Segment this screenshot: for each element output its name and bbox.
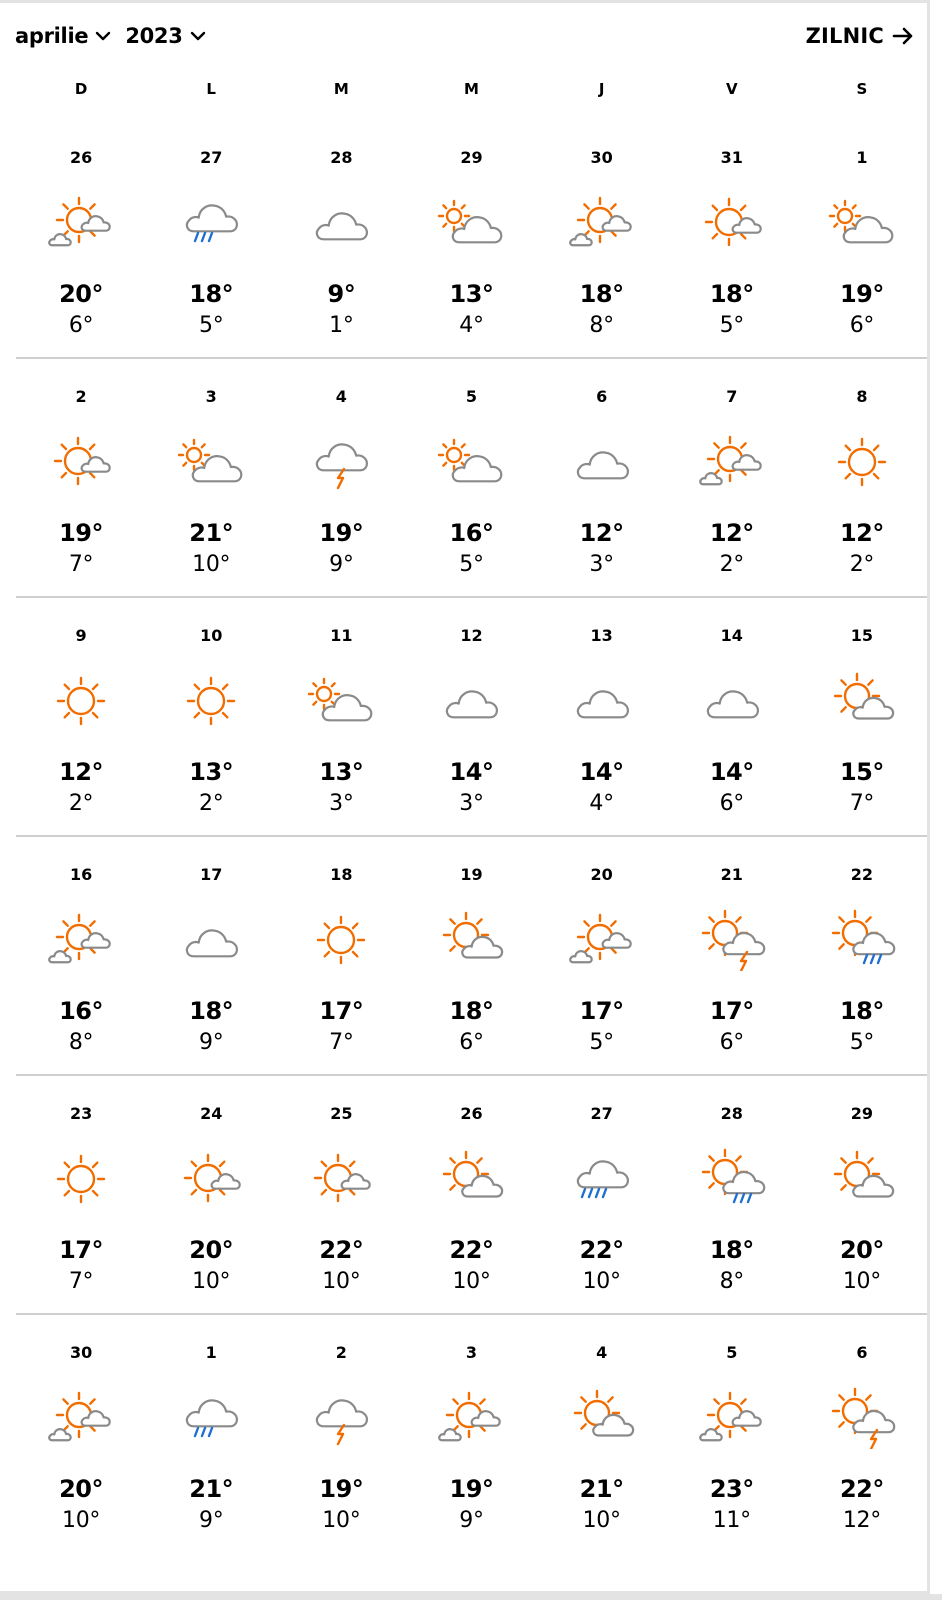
min-temperature: 7° [68, 552, 94, 577]
cloud-rain-icon [176, 1387, 246, 1449]
daily-view-label: ZILNIC [805, 24, 884, 48]
min-temperature: 5° [459, 552, 484, 577]
day-cell[interactable] [537, 120, 667, 357]
day-number: 8 [856, 387, 868, 406]
day-number: 1 [856, 148, 868, 167]
month-selector[interactable] [15, 24, 111, 48]
min-temperature: 8° [589, 313, 614, 338]
max-temperature: 21° [189, 1475, 234, 1503]
day-number: 9 [75, 626, 87, 645]
weekday-label: M [464, 80, 479, 98]
sun-icon [46, 670, 116, 732]
sun-cloud-rain-icon [827, 909, 897, 971]
cloud-rain-icon [176, 192, 246, 254]
day-cell[interactable] [276, 598, 406, 835]
max-temperature: 18° [189, 280, 234, 308]
min-temperature: 6° [849, 313, 875, 338]
weekday-label: V [725, 80, 738, 98]
min-temperature: 6° [719, 1030, 744, 1055]
day-cell[interactable] [16, 120, 146, 357]
sun-small-cloud-icon [567, 192, 637, 254]
day-cell[interactable] [406, 837, 536, 1074]
day-number: 17 [200, 865, 223, 884]
max-temperature: 18° [839, 997, 884, 1025]
day-cell[interactable] [276, 1315, 406, 1554]
sun-small-cloud-icon [697, 1387, 767, 1449]
sun-cloud-lightning-icon [827, 1387, 897, 1449]
day-cell[interactable] [406, 1315, 536, 1554]
max-temperature: 14° [579, 758, 624, 786]
min-temperature: 6° [68, 313, 94, 338]
day-cell[interactable] [406, 1076, 536, 1313]
cloud-icon [176, 909, 246, 971]
cloud-icon [436, 670, 506, 732]
day-number: 4 [596, 1343, 608, 1362]
sun-small-cloud-icon [46, 1387, 116, 1449]
day-cell[interactable] [667, 837, 797, 1074]
day-cell[interactable] [16, 598, 146, 835]
max-temperature: 13° [189, 758, 234, 786]
max-temperature: 18° [189, 997, 234, 1025]
day-cell[interactable] [276, 1076, 406, 1313]
day-number: 13 [590, 626, 613, 645]
day-cell[interactable] [406, 120, 536, 357]
day-cell[interactable] [276, 359, 406, 596]
max-temperature: 13° [319, 758, 364, 786]
day-cell[interactable] [797, 1076, 927, 1313]
min-temperature: 10° [192, 552, 231, 577]
min-temperature: 5° [719, 313, 744, 338]
day-number: 26 [69, 148, 93, 167]
day-cell[interactable] [537, 359, 667, 596]
day-number: 26 [460, 1104, 483, 1123]
day-cell[interactable] [667, 1315, 797, 1554]
day-cell[interactable] [797, 120, 927, 357]
calendar-grid [16, 120, 927, 1554]
day-number: 2 [75, 387, 87, 406]
day-cell[interactable] [537, 1076, 667, 1313]
day-number: 25 [330, 1104, 353, 1123]
weekday-label: J [598, 80, 605, 98]
day-number: 4 [335, 387, 347, 406]
max-temperature: 21° [189, 519, 234, 547]
day-number: 31 [720, 148, 743, 167]
max-temperature: 22° [449, 1236, 494, 1264]
min-temperature: 10° [322, 1269, 361, 1294]
day-number: 6 [596, 387, 608, 406]
day-cell[interactable] [537, 1315, 667, 1554]
day-number: 6 [856, 1343, 868, 1362]
day-cell[interactable] [537, 598, 667, 835]
day-number: 27 [200, 148, 223, 167]
cloud-lightning-icon [306, 1387, 376, 1449]
day-number: 12 [460, 626, 483, 645]
sun-tiny-cloud-icon [306, 1148, 376, 1210]
day-number: 7 [726, 387, 738, 406]
weekday-header-row [16, 80, 927, 106]
weekday-label: D [74, 80, 88, 98]
max-temperature: 19° [449, 1475, 494, 1503]
year-label: 2023 [125, 24, 183, 48]
day-cell[interactable] [406, 359, 536, 596]
max-temperature: 14° [709, 758, 754, 786]
max-temperature: 20° [189, 1236, 234, 1264]
week-row [16, 120, 927, 359]
weekday-label: M [333, 80, 349, 98]
max-temperature: 18° [579, 280, 624, 308]
day-cell[interactable] [797, 1315, 927, 1554]
sun-small-cloud-icon [46, 909, 116, 971]
sun-icon [176, 670, 246, 732]
sun-icon [46, 1148, 116, 1210]
week-row [16, 837, 927, 1076]
small-sun-cloud-icon [436, 431, 506, 493]
week-row [16, 1315, 927, 1554]
day-number: 29 [850, 1104, 874, 1123]
max-temperature: 14° [449, 758, 494, 786]
day-cell[interactable] [276, 120, 406, 357]
max-temperature: 12° [839, 519, 884, 547]
max-temperature: 16° [59, 997, 104, 1025]
min-temperature: 8° [719, 1269, 744, 1294]
min-temperature: 6° [719, 791, 744, 816]
min-temperature: 1° [329, 313, 354, 338]
day-number: 18 [330, 865, 353, 884]
week-row [16, 1076, 927, 1315]
day-cell[interactable] [667, 359, 797, 596]
min-temperature: 7° [329, 1030, 354, 1055]
max-temperature: 21° [579, 1475, 624, 1503]
day-number: 28 [720, 1104, 743, 1123]
day-cell[interactable] [146, 598, 276, 835]
arrow-right-icon [892, 27, 914, 45]
calendar-header [15, 20, 914, 52]
min-temperature: 12° [842, 1508, 881, 1533]
chevron-down-icon [190, 30, 206, 42]
max-temperature: 22° [319, 1236, 364, 1264]
cloud-heavy-rain-icon [567, 1148, 637, 1210]
sun-small-cloud-icon [436, 1387, 506, 1449]
max-temperature: 22° [579, 1236, 624, 1264]
day-cell[interactable] [16, 1076, 146, 1313]
sun-tiny-cloud-icon [697, 192, 767, 254]
max-temperature: 20° [59, 280, 104, 308]
day-cell[interactable] [16, 1315, 146, 1554]
day-number: 24 [200, 1104, 223, 1123]
day-number: 22 [850, 865, 874, 884]
max-temperature: 12° [709, 519, 754, 547]
cloud-lightning-icon [306, 431, 376, 493]
week-row [16, 359, 927, 598]
day-number: 27 [590, 1104, 613, 1123]
max-temperature: 12° [579, 519, 624, 547]
sun-small-cloud-icon [46, 192, 116, 254]
day-number: 10 [200, 626, 223, 645]
max-temperature: 20° [59, 1475, 104, 1503]
min-temperature: 2° [199, 791, 224, 816]
day-cell[interactable] [667, 120, 797, 357]
max-temperature: 17° [709, 997, 754, 1025]
max-temperature: 18° [709, 280, 754, 308]
day-cell[interactable] [146, 120, 276, 357]
day-cell[interactable] [797, 598, 927, 835]
day-number: 3 [465, 1343, 478, 1362]
min-temperature: 8° [68, 1030, 94, 1055]
sun-icon [306, 909, 376, 971]
sun-cloud-rain-icon [697, 1148, 767, 1210]
week-row [16, 598, 927, 837]
day-number: 30 [69, 1343, 93, 1362]
min-temperature: 6° [459, 1030, 484, 1055]
max-temperature: 19° [839, 280, 884, 308]
min-temperature: 10° [582, 1269, 621, 1294]
day-number: 14 [720, 626, 743, 645]
small-sun-cloud-icon [306, 670, 376, 732]
weekday-label: S [856, 80, 868, 98]
day-number: 11 [330, 626, 353, 645]
day-cell[interactable] [146, 1315, 276, 1554]
sun-cloud-icon [827, 1148, 897, 1210]
cloud-icon [697, 670, 767, 732]
cloud-icon [567, 431, 637, 493]
day-cell[interactable] [146, 1076, 276, 1313]
small-sun-cloud-icon [827, 192, 897, 254]
day-cell[interactable] [667, 1076, 797, 1313]
day-cell[interactable] [16, 359, 146, 596]
min-temperature: 3° [589, 552, 614, 577]
small-sun-cloud-icon [436, 192, 506, 254]
day-cell[interactable] [406, 598, 536, 835]
min-temperature: 5° [199, 313, 224, 338]
min-temperature: 10° [322, 1508, 361, 1533]
sun-small-cloud-icon [697, 431, 767, 493]
sun-cloud-icon [436, 909, 506, 971]
year-selector[interactable] [125, 24, 205, 48]
day-cell[interactable] [16, 837, 146, 1074]
min-temperature: 9° [199, 1508, 224, 1533]
max-temperature: 23° [709, 1475, 754, 1503]
day-cell[interactable] [146, 837, 276, 1074]
min-temperature: 2° [849, 552, 875, 577]
max-temperature: 17° [579, 997, 624, 1025]
min-temperature: 2° [719, 552, 744, 577]
day-cell[interactable] [667, 598, 797, 835]
max-temperature: 18° [709, 1236, 754, 1264]
max-temperature: 9° [327, 280, 356, 308]
sun-tiny-cloud-icon [46, 431, 116, 493]
sun-cloud-icon [567, 1387, 637, 1449]
sun-tiny-cloud-icon [176, 1148, 246, 1210]
day-number: 5 [726, 1343, 738, 1362]
max-temperature: 19° [319, 1475, 364, 1503]
min-temperature: 4° [589, 791, 614, 816]
max-temperature: 17° [59, 1236, 104, 1264]
max-temperature: 13° [449, 280, 494, 308]
min-temperature: 7° [849, 791, 875, 816]
day-cell[interactable] [797, 837, 927, 1074]
day-number: 1 [205, 1343, 217, 1362]
day-cell[interactable] [797, 359, 927, 596]
min-temperature: 2° [68, 791, 94, 816]
min-temperature: 10° [192, 1269, 231, 1294]
cloud-icon [306, 192, 376, 254]
max-temperature: 20° [839, 1236, 884, 1264]
max-temperature: 19° [319, 519, 364, 547]
min-temperature: 9° [459, 1508, 484, 1533]
day-cell[interactable] [537, 837, 667, 1074]
sun-cloud-lightning-icon [697, 909, 767, 971]
min-temperature: 9° [199, 1030, 224, 1055]
day-cell[interactable] [276, 837, 406, 1074]
min-temperature: 10° [452, 1269, 491, 1294]
max-temperature: 17° [319, 997, 364, 1025]
min-temperature: 4° [459, 313, 484, 338]
min-temperature: 3° [329, 791, 354, 816]
min-temperature: 5° [589, 1030, 614, 1055]
chevron-down-icon [95, 30, 111, 42]
sun-small-cloud-icon [567, 909, 637, 971]
max-temperature: 22° [839, 1475, 884, 1503]
day-number: 15 [850, 626, 874, 645]
min-temperature: 11° [712, 1508, 751, 1533]
day-cell[interactable] [146, 359, 276, 596]
min-temperature: 10° [62, 1508, 101, 1533]
day-number: 30 [590, 148, 613, 167]
max-temperature: 16° [449, 519, 494, 547]
sun-icon [827, 431, 897, 493]
min-temperature: 3° [459, 791, 484, 816]
day-number: 23 [69, 1104, 93, 1123]
daily-view-link[interactable] [806, 24, 914, 48]
min-temperature: 9° [329, 552, 354, 577]
min-temperature: 7° [68, 1269, 94, 1294]
day-number: 28 [330, 148, 353, 167]
cloud-icon [567, 670, 637, 732]
max-temperature: 18° [449, 997, 494, 1025]
max-temperature: 15° [839, 758, 884, 786]
date-selectors [15, 24, 206, 48]
max-temperature: 12° [59, 758, 104, 786]
bottom-divider [0, 1594, 942, 1600]
day-number: 16 [69, 865, 93, 884]
max-temperature: 19° [59, 519, 104, 547]
sun-cloud-icon [827, 670, 897, 732]
day-number: 2 [335, 1343, 347, 1362]
month-label: aprilie [15, 24, 89, 48]
day-number: 19 [460, 865, 483, 884]
day-number: 21 [720, 865, 743, 884]
day-number: 3 [205, 387, 217, 406]
day-number: 20 [590, 865, 613, 884]
day-number: 5 [465, 387, 478, 406]
min-temperature: 5° [849, 1030, 875, 1055]
sun-cloud-icon [436, 1148, 506, 1210]
weekday-label: L [206, 80, 216, 98]
min-temperature: 10° [582, 1508, 621, 1533]
small-sun-cloud-icon [176, 431, 246, 493]
day-number: 29 [460, 148, 483, 167]
min-temperature: 10° [842, 1269, 881, 1294]
